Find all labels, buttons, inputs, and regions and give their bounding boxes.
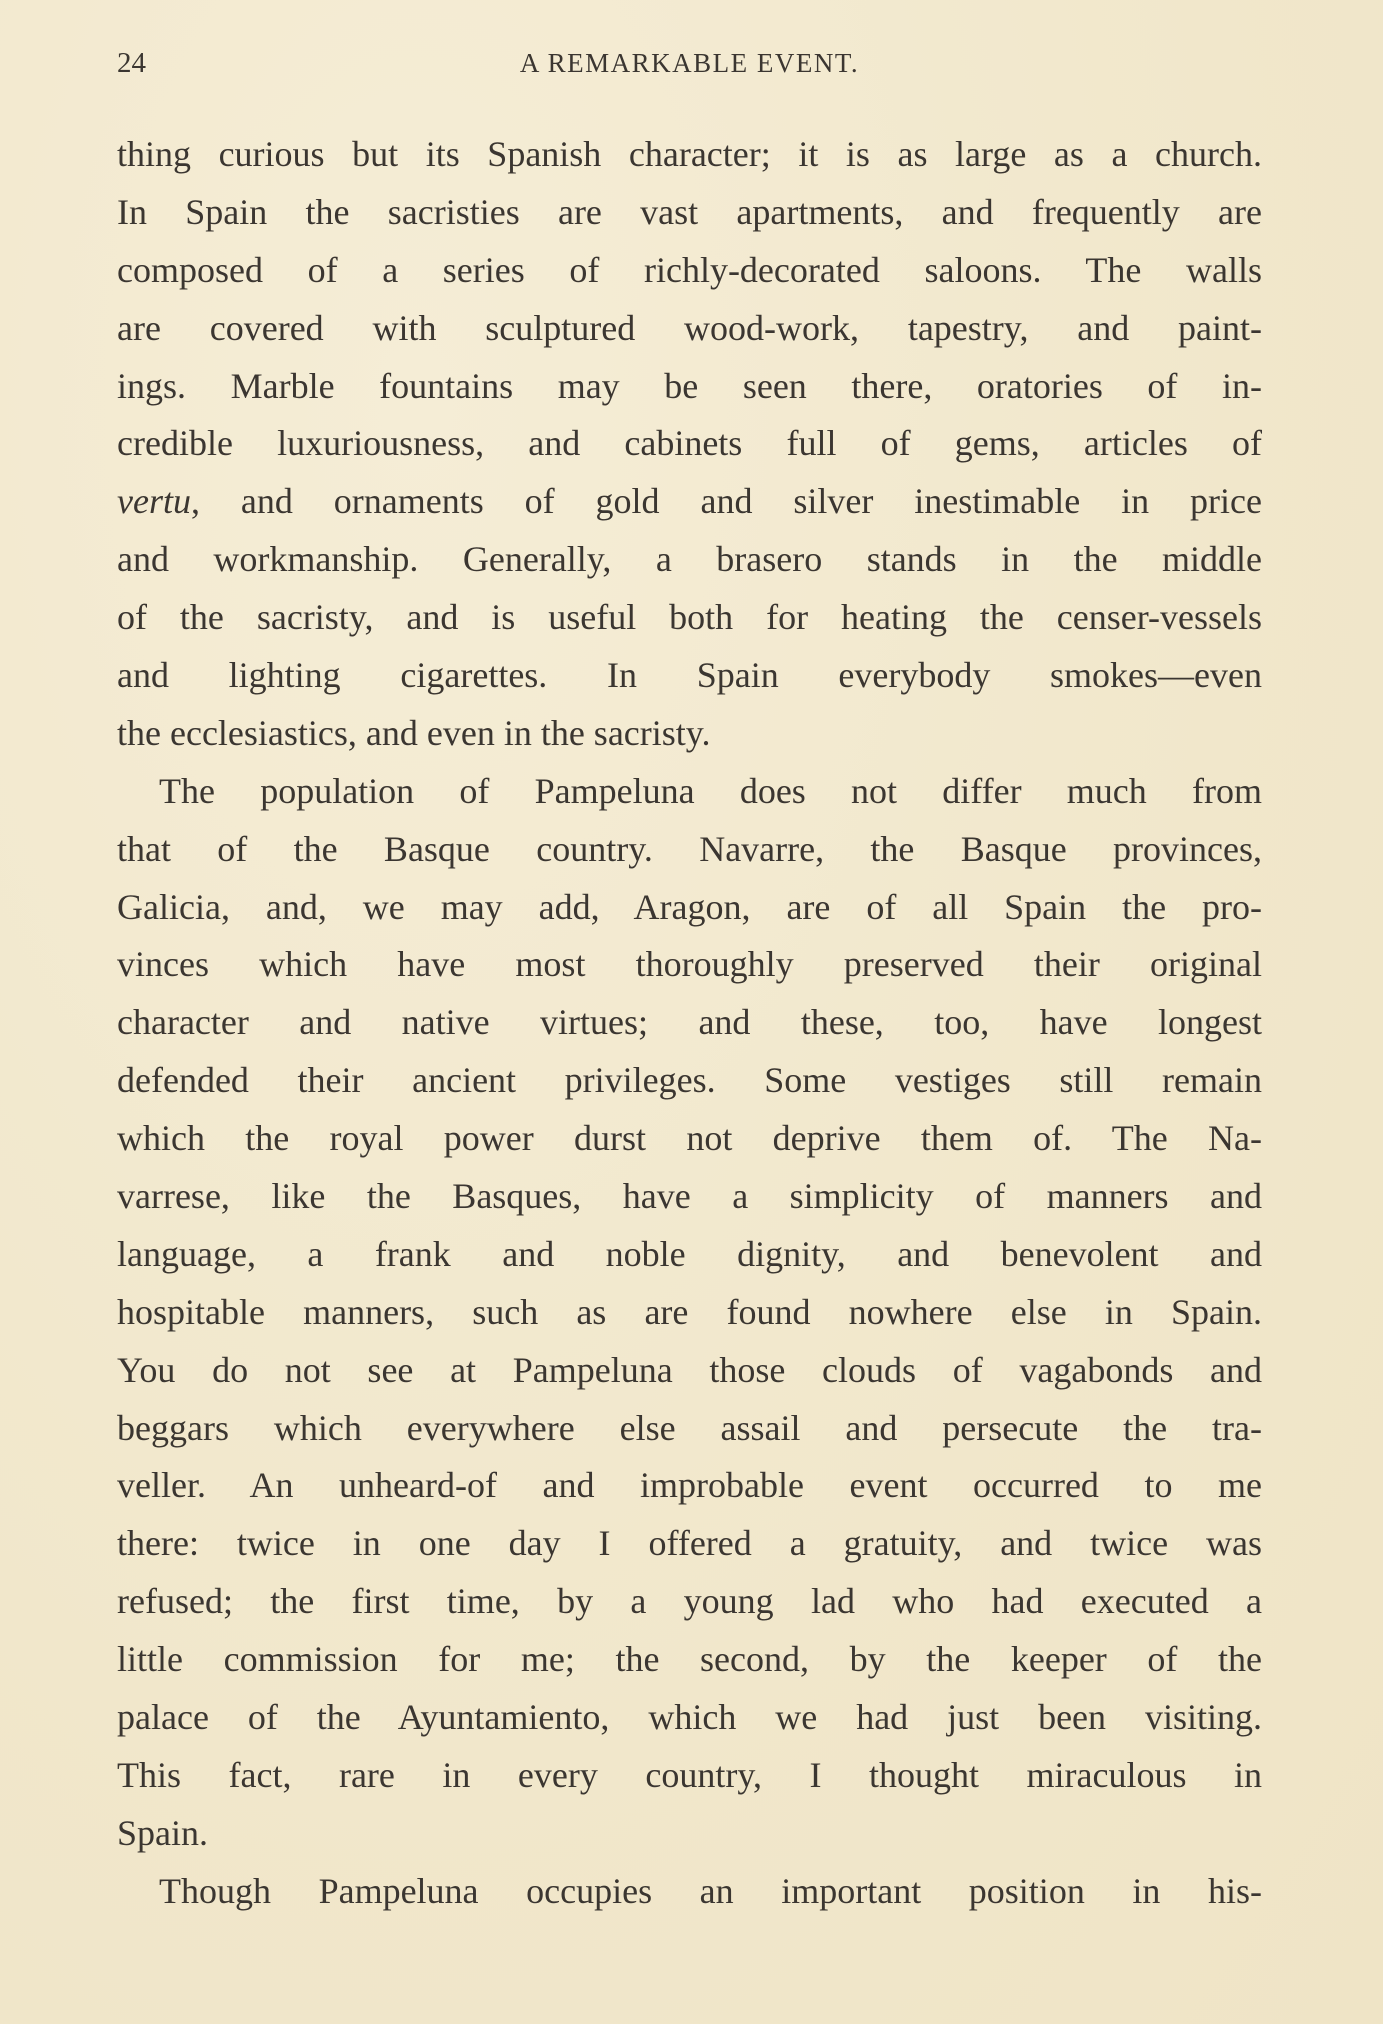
- text-line: and lighting cigarettes. In Spain everybody smokes—even: [117, 655, 1262, 696]
- text-line: vinces which have most thoroughly preserved their original: [117, 944, 1262, 985]
- text-line: ings. Marble fountains may be seen there, oratories of in-: [117, 365, 1262, 406]
- text-line-rest: , and ornaments of gold and silver inestimable in price: [190, 481, 1262, 522]
- text-line: character and native virtues; and these, too, have longest: [117, 1002, 1262, 1043]
- text-line: there: twice in one day I offered a gratuity, and twice was: [117, 1523, 1262, 1564]
- text-line: In Spain the sacristies are vast apartments, and frequently are: [117, 191, 1262, 232]
- body-text: [117, 126, 1262, 1921]
- italic-word: vertu: [117, 481, 191, 522]
- text-line: The population of Pampeluna does not differ much from: [159, 770, 1262, 811]
- text-line: beggars which everywhere else assail and persecute the tra-: [117, 1407, 1262, 1448]
- page-header: [117, 46, 1262, 80]
- text-line: credible luxuriousness, and cabinets full of gems, articles of: [117, 423, 1262, 464]
- text-line: Galicia, and, we may add, Aragon, are of all Spain the pro-: [117, 886, 1262, 927]
- text-line: of the sacristy, and is useful both for heating the censer-vessels: [117, 597, 1262, 638]
- text-line: You do not see at Pampeluna those clouds of vagabonds and: [117, 1349, 1262, 1390]
- text-line: thing curious but its Spanish character; it is as large as a church.: [117, 134, 1262, 174]
- text-line: This fact, rare in every country, I thought miraculous in: [117, 1754, 1262, 1795]
- text-line: Spain.: [117, 1812, 209, 1853]
- text-line: composed of a series of richly-decorated saloons. The walls: [117, 249, 1262, 290]
- text-line: defended their ancient privileges. Some vestiges still remain: [117, 1060, 1262, 1101]
- text-line: refused; the first time, by a young lad who had executed a: [117, 1581, 1262, 1622]
- paragraph-3: [117, 1863, 1262, 1921]
- text-line: little commission for me; the second, by the keeper of the: [117, 1639, 1262, 1680]
- text-line-with-italic: [117, 473, 1262, 531]
- text-line: hospitable manners, such as are found nowhere else in Spain.: [117, 1291, 1262, 1332]
- text-line: and workmanship. Generally, a brasero stands in the middle: [117, 539, 1262, 580]
- text-line: language, a frank and noble dignity, and benevolent and: [117, 1233, 1262, 1274]
- text-line: varrese, like the Basques, have a simplicity of manners and: [117, 1176, 1262, 1217]
- paragraph-1: [117, 126, 1262, 763]
- text-line: Though Pampeluna occupies an important position in his-: [159, 1870, 1262, 1911]
- page-number: 24: [117, 47, 146, 79]
- text-line: palace of the Ayuntamiento, which we had just been visiting.: [117, 1697, 1262, 1738]
- paragraph-2: [117, 763, 1262, 1863]
- running-title: A REMARKABLE EVENT.: [519, 48, 860, 78]
- text-line: which the royal power durst not deprive them of. The Na-: [117, 1118, 1262, 1159]
- text-line: that of the Basque country. Navarre, the Basque provinces,: [117, 828, 1262, 869]
- text-line: are covered with sculptured wood-work, tapestry, and paint-: [117, 307, 1262, 348]
- text-line: veller. An unheard-of and improbable event occurred to me: [117, 1465, 1262, 1506]
- text-line: the ecclesiastics, and even in the sacristy.: [117, 712, 711, 753]
